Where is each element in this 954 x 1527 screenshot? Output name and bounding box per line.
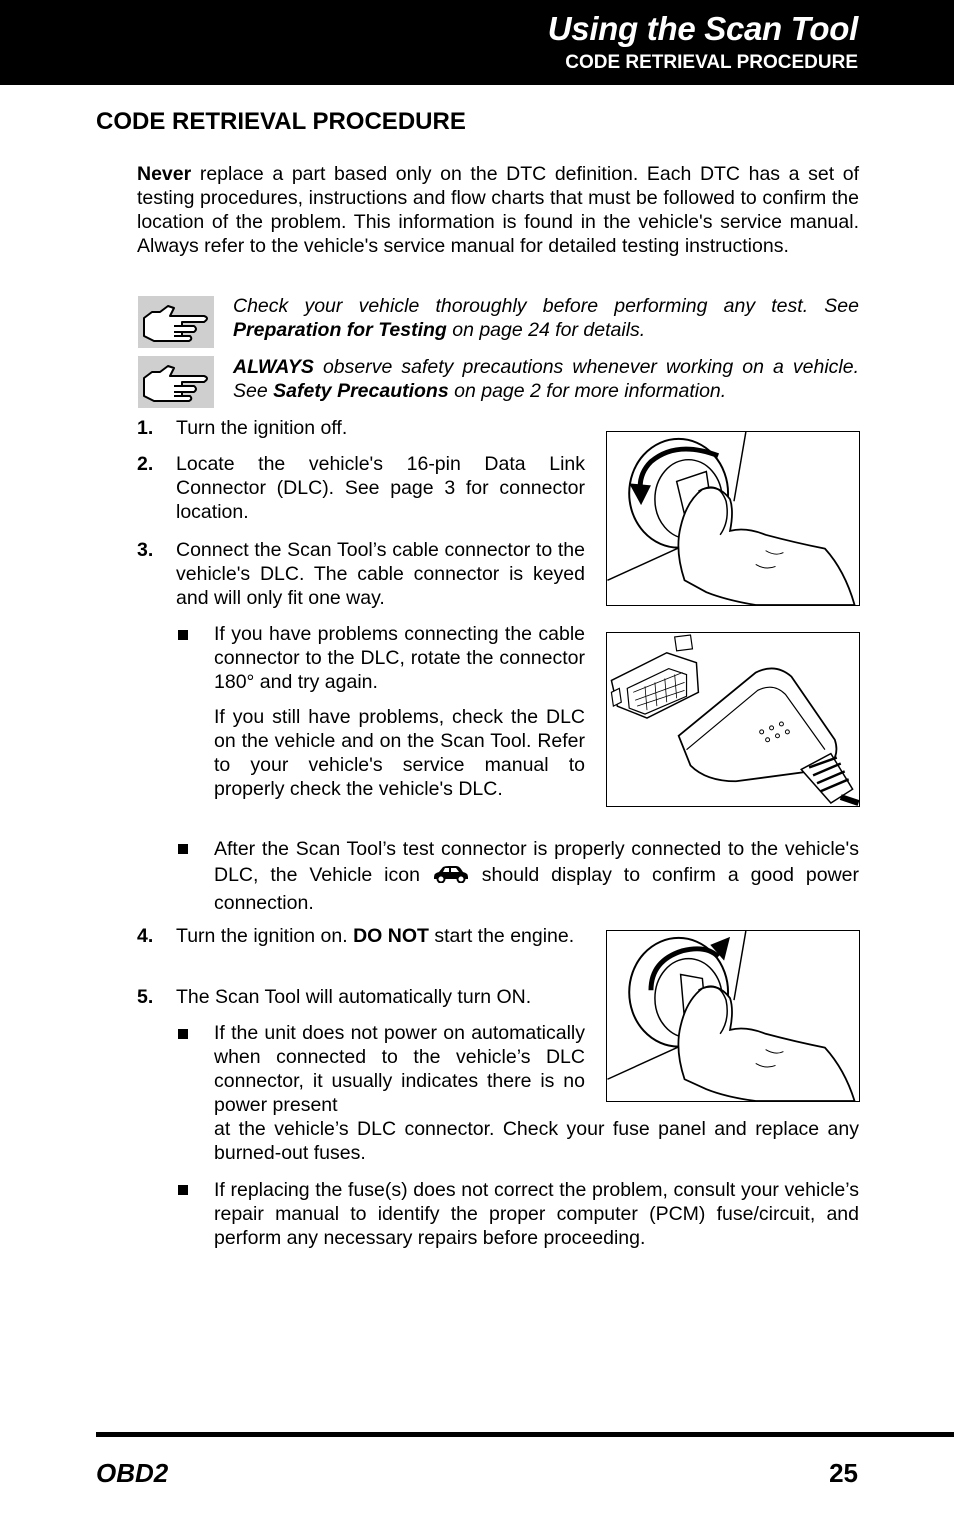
- bullet-square: [178, 1029, 188, 1039]
- step-number: 2.: [137, 453, 154, 475]
- bullet-power-text-cont: at the vehicle’s DLC connector. Check your fuse panel and replace any burned-out fuses.: [214, 1118, 859, 1164]
- bullet-square: [178, 630, 188, 640]
- footer-rule: [96, 1432, 954, 1437]
- bullet-text: After the Scan Tool’s test connector is properly connected to the vehicle's DLC, the Vehicle icon: [214, 838, 859, 886]
- step-text: start the engine.: [428, 925, 575, 947]
- ignition-off-illustration: [606, 431, 860, 606]
- step-2-text: Locate the vehicle's 16-pin Data Link Connector (DLC). See page 3 for connector location.: [176, 453, 585, 523]
- step-bold: DO NOT: [353, 925, 429, 947]
- step-number: 3.: [137, 539, 154, 561]
- step-5-text: The Scan Tool will automatically turn ON.: [176, 986, 532, 1008]
- note-lead: ALWAYS: [233, 356, 314, 378]
- step-number: 4.: [137, 925, 154, 947]
- step-4-text: [176, 924, 585, 948]
- note-safety: [233, 355, 859, 403]
- step-number: 1.: [137, 417, 154, 439]
- intro-paragraph: [137, 162, 859, 258]
- step-text: Turn the ignition on.: [176, 925, 354, 947]
- note-link-text: Preparation for Testing: [233, 319, 447, 341]
- bullet-square: [178, 1185, 188, 1195]
- note-preparation: [233, 294, 859, 342]
- intro-text: replace a part based only on the DTC definition. Each DTC has a set of testing procedures, instructions and flow charts that must be followed to confirm the location of the problem. This information is found in the vehicle's service manual. Always refer to the vehicle's service manual for detailed testing instructions.: [137, 163, 859, 257]
- pointing-hand-icon: [138, 296, 214, 348]
- section-title: CODE RETRIEVAL PROCEDURE: [96, 108, 466, 135]
- bullet-text: should display to confirm a good power connection.: [214, 864, 859, 914]
- bullet-square: [178, 844, 188, 854]
- step-number: 5.: [137, 986, 154, 1008]
- vehicle-icon: [432, 864, 470, 890]
- bullet-power-text: If the unit does not power on automatically when connected to the vehicle’s DLC connector, it usually indicates there is no power present: [214, 1022, 585, 1116]
- header-title: Using the Scan Tool: [547, 10, 858, 47]
- bullet-after-text: [214, 836, 859, 916]
- bullet-still-text: If you still have problems, check the DLC on the vehicle and on the Scan Tool. Refer to your vehicle's service manual to properly check the vehicle's DLC.: [214, 706, 585, 800]
- step-1-text: Turn the ignition off.: [176, 417, 348, 439]
- bullet-rotate-text: If you have problems connecting the cable connector to the DLC, rotate the connector 180° and try again.: [214, 623, 585, 693]
- bullet-fuse-text: If replacing the fuse(s) does not correct the problem, consult your vehicle’s repair manual to identify the proper computer (PCM) fuse/circuit, and perform any necessary repairs before proceeding.: [214, 1179, 859, 1249]
- note-link-text: Safety Precautions: [273, 380, 449, 402]
- step-3-text: Connect the Scan Tool’s cable connector to the vehicle's DLC. The cable connector is keyed and will only fit one way.: [176, 539, 585, 609]
- pointing-hand-icon: [138, 356, 214, 408]
- page-number: 25: [829, 1458, 858, 1488]
- ignition-on-illustration: [606, 930, 860, 1102]
- note-text: on page 2 for more information.: [448, 380, 727, 402]
- header-subtitle: CODE RETRIEVAL PROCEDURE: [565, 52, 858, 73]
- note-text: on page 24 for details.: [446, 319, 646, 341]
- intro-bold: Never: [137, 163, 192, 185]
- dlc-connector-illustration: [606, 632, 860, 807]
- note-text: observe safety precautions whenever working on a vehicle. See: [233, 356, 859, 402]
- note-text: Check your vehicle thoroughly before performing any test. See: [233, 295, 859, 317]
- footer-product-name: OBD2: [96, 1458, 169, 1488]
